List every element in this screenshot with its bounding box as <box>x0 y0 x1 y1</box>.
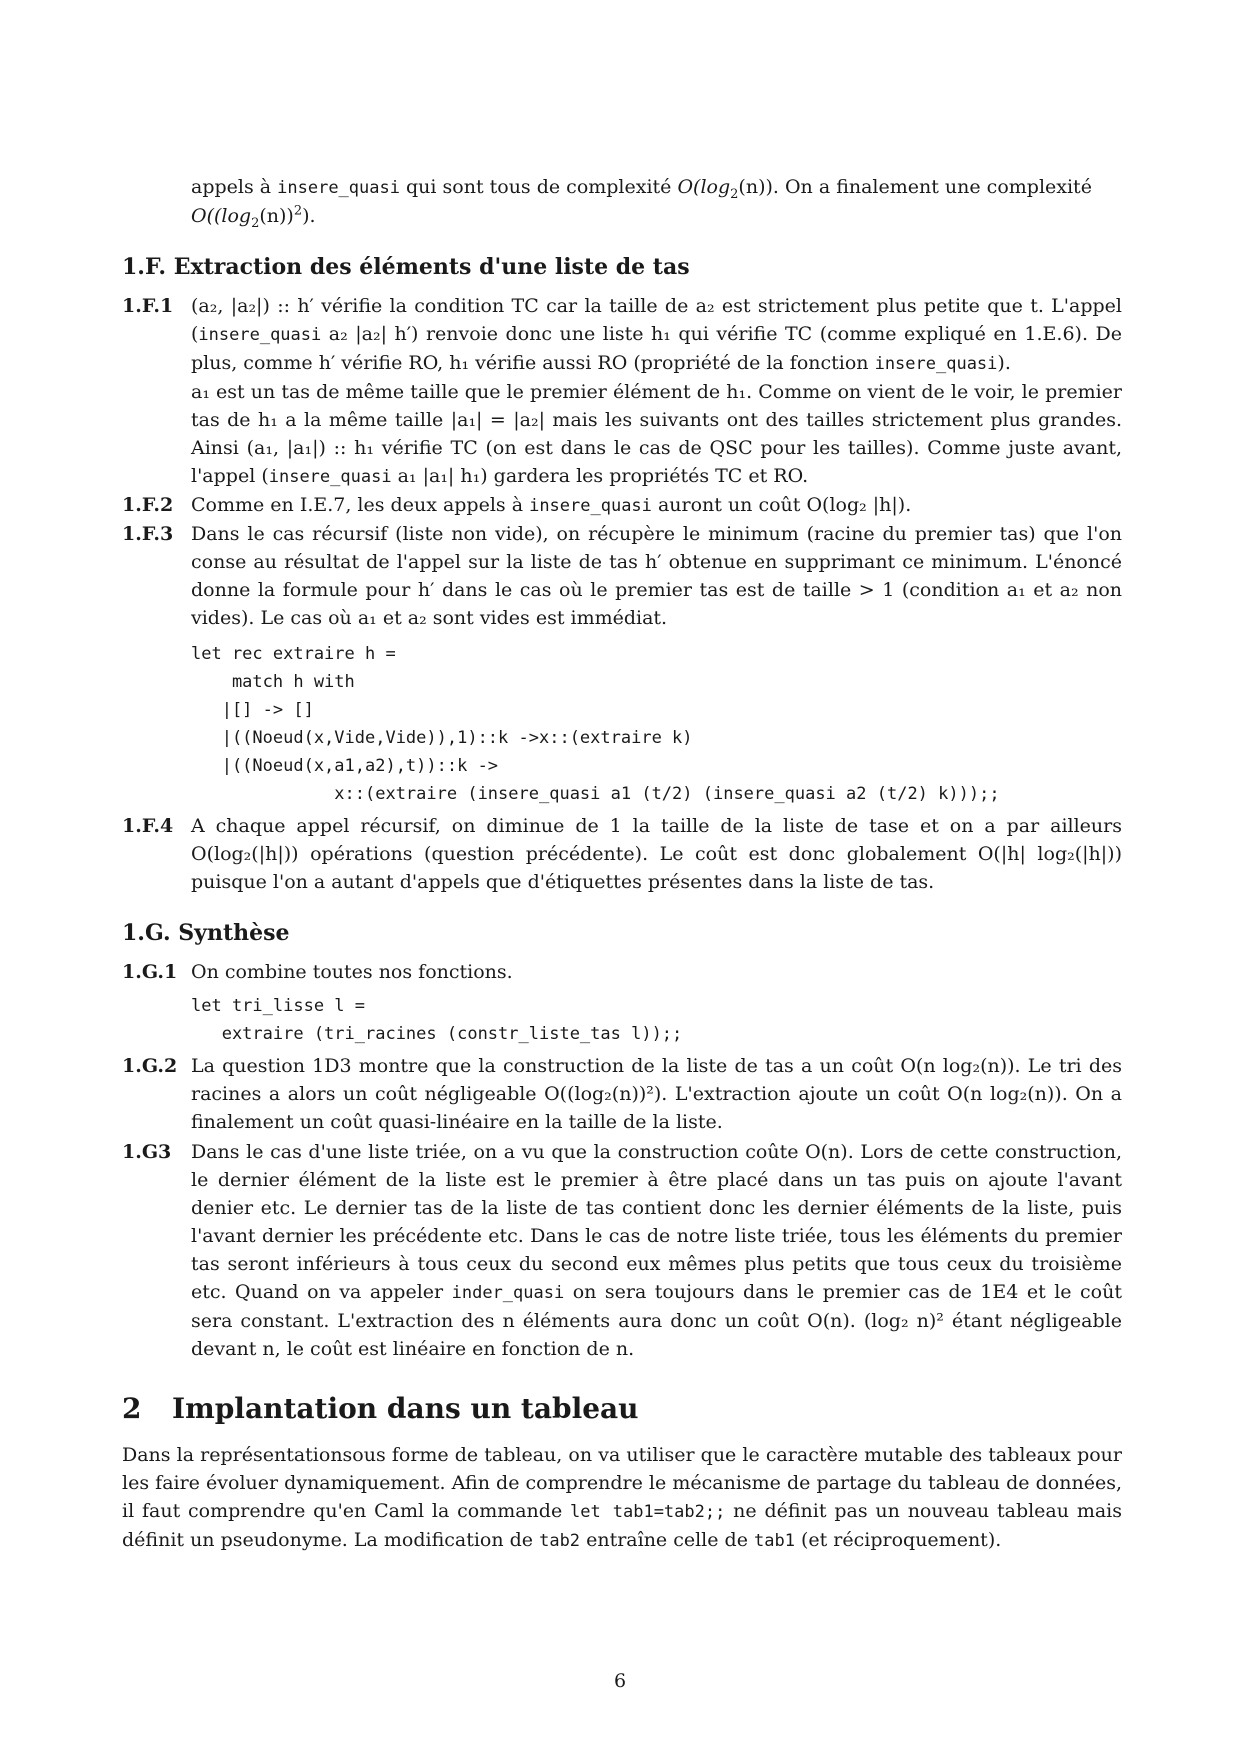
section-1f-heading: 1.F. Extraction des éléments d'une liste de tas <box>122 254 690 280</box>
item-label: 1.F.3 <box>122 523 174 545</box>
content <box>122 173 1122 1555</box>
item-label: 1.G.2 <box>122 1055 178 1077</box>
item-label: 1.G3 <box>122 1141 172 1163</box>
item-label: 1.F.1 <box>122 295 174 317</box>
item-1f1: 1.F.1 (a₂, |a₂|) :: h′ vérifie la condition TC car la taille de a₂ est strictement plus petite que t. L'appel (insere_quasi a₂ |a₂| h′) renvoie donc une liste h₁ qui vérifie TC (comme expliqué en 1.E.6). De plus, comme h′ vérifie RO, h₁ vérifie aussi RO (propriété de la fonction insere_quasi). a₁ est un tas de même taille que le premier élément de h₁. Comme on vient de le voir, le premier tas de h₁ a la même taille |a₁| = |a₂| mais les suivants ont des tailles strictement plus grandes. Ainsi (a₁, |a₁|) :: h₁ vérifie TC (on est dans le cas de QSC pour les tailles). Comme juste avant, l'appel (insere_quasi a₁ |a₁| h₁) gardera les propriétés TC et RO. <box>122 292 1122 491</box>
item-1g2: 1.G.2 La question 1D3 montre que la construction de la liste de tas a un coût O(n log₂(n)). Le tri des racines a alors un coût négligeable O((log₂(n))²). L'extraction ajoute un coût O(n log₂(n)). On a finalement un coût quasi-linéaire en la taille de la liste. <box>122 1052 1122 1136</box>
item-1f3: 1.F.3 Dans le cas récursif (liste non vide), on récupère le minimum (racine du premier tas) que l'on conse au résultat de l'appel sur la liste de tas h′ obtenue en supprimant ce minimum. L'énoncé donne la formule pour h′ dans le cas où le premier tas est de taille > 1 (condition a₁ et a₂ non vides). Le cas où a₁ et a₂ sont vides est immédiat. let rec extraire h = match h with |[] -> [] |((Noeud(x,Vide,Vide)),1)::k ->x::(extraire k) |((Noeud(x,a1,a2),t))::k -> x::(extraire (insere_quasi a1 (t/2) (insere_quasi a2 (t/2) k)));; <box>122 520 1122 808</box>
item-1g1: 1.G.1 On combine toutes nos fonctions. let tri_lisse l = extraire (tri_racines (constr_liste_tas l));; <box>122 958 1122 1048</box>
item-1f2: 1.F.2 Comme en I.E.7, les deux appels à insere_quasi auront un coût O(log₂ |h|). <box>122 491 1122 520</box>
item-label: 1.F.2 <box>122 494 174 516</box>
section-2-paragraph: Dans la représentationsous forme de tableau, on va utiliser que le caractère mutable des tableaux pour les faire évoluer dynamiquement. Afin de comprendre le mécanisme de partage du tableau de données, il faut comprendre qu'en Caml la commande let tab1=tab2;; ne définit pas un nouveau tableau mais définit un pseudonyme. La modification de tab2 entraîne celle de tab1 (et réciproquement). <box>122 1444 1122 1551</box>
intro-paragraph: appels à insere_quasi qui sont tous de complexité $O(\log_2(n))$. On a finalement une complexité $O((\log_2(n))^2)$. <box>191 176 1092 231</box>
code-block-extraire: let rec extraire h = match h with |[] -> [] |((Noeud(x,Vide,Vide)),1)::k ->x::(extraire k) |((Noeud(x,a1,a2),t))::k -> x::(extraire (insere_quasi a1 (t/2) (insere_quasi a2 (t/2) k)));; <box>191 644 1000 804</box>
item-label: 1.F.4 <box>122 815 174 837</box>
section-1g-heading: 1.G. Synthèse <box>122 920 290 946</box>
item-label: 1.G.1 <box>122 961 178 983</box>
page-number: 6 <box>613 1670 627 1692</box>
code-block-tri-lisse: let tri_lisse l = extraire (tri_racines (constr_liste_tas l));; <box>191 996 683 1044</box>
item-1f4: 1.F.4 A chaque appel récursif, on diminue de 1 la taille de la liste de tase et on a par ailleurs O(log₂(|h|)) opérations (question précédente). Le coût est donc globalement O(|h| log₂(|h|)) puisque l'on a autant d'appels que d'étiquettes présentes dans la liste de tas. <box>122 812 1122 896</box>
section-2-heading: 2 Implantation dans un tableau <box>122 1392 639 1425</box>
item-1g3: 1.G3 Dans le cas d'une liste triée, on a vu que la construction coûte O(n). Lors de cette construction, le dernier élément de la liste est le premier à être placé dans un tas puis on ajoute l'avant denier etc. Le dernier tas de la liste de tas contient donc les dernier éléments de la liste, puis l'avant dernier les précédente etc. Dans le cas de notre liste triée, tous les éléments du premier tas seront inférieurs à tous ceux du second eux mêmes plus petits que tous ceux du troisième etc. Quand on va appeler inder_quasi on sera toujours dans le premier cas de 1E4 et le coût sera constant. L'extraction des n éléments aura donc un coût O(n). (log₂ n)² étant négligeable devant n, le coût est linéaire en fonction de n. <box>122 1138 1122 1363</box>
